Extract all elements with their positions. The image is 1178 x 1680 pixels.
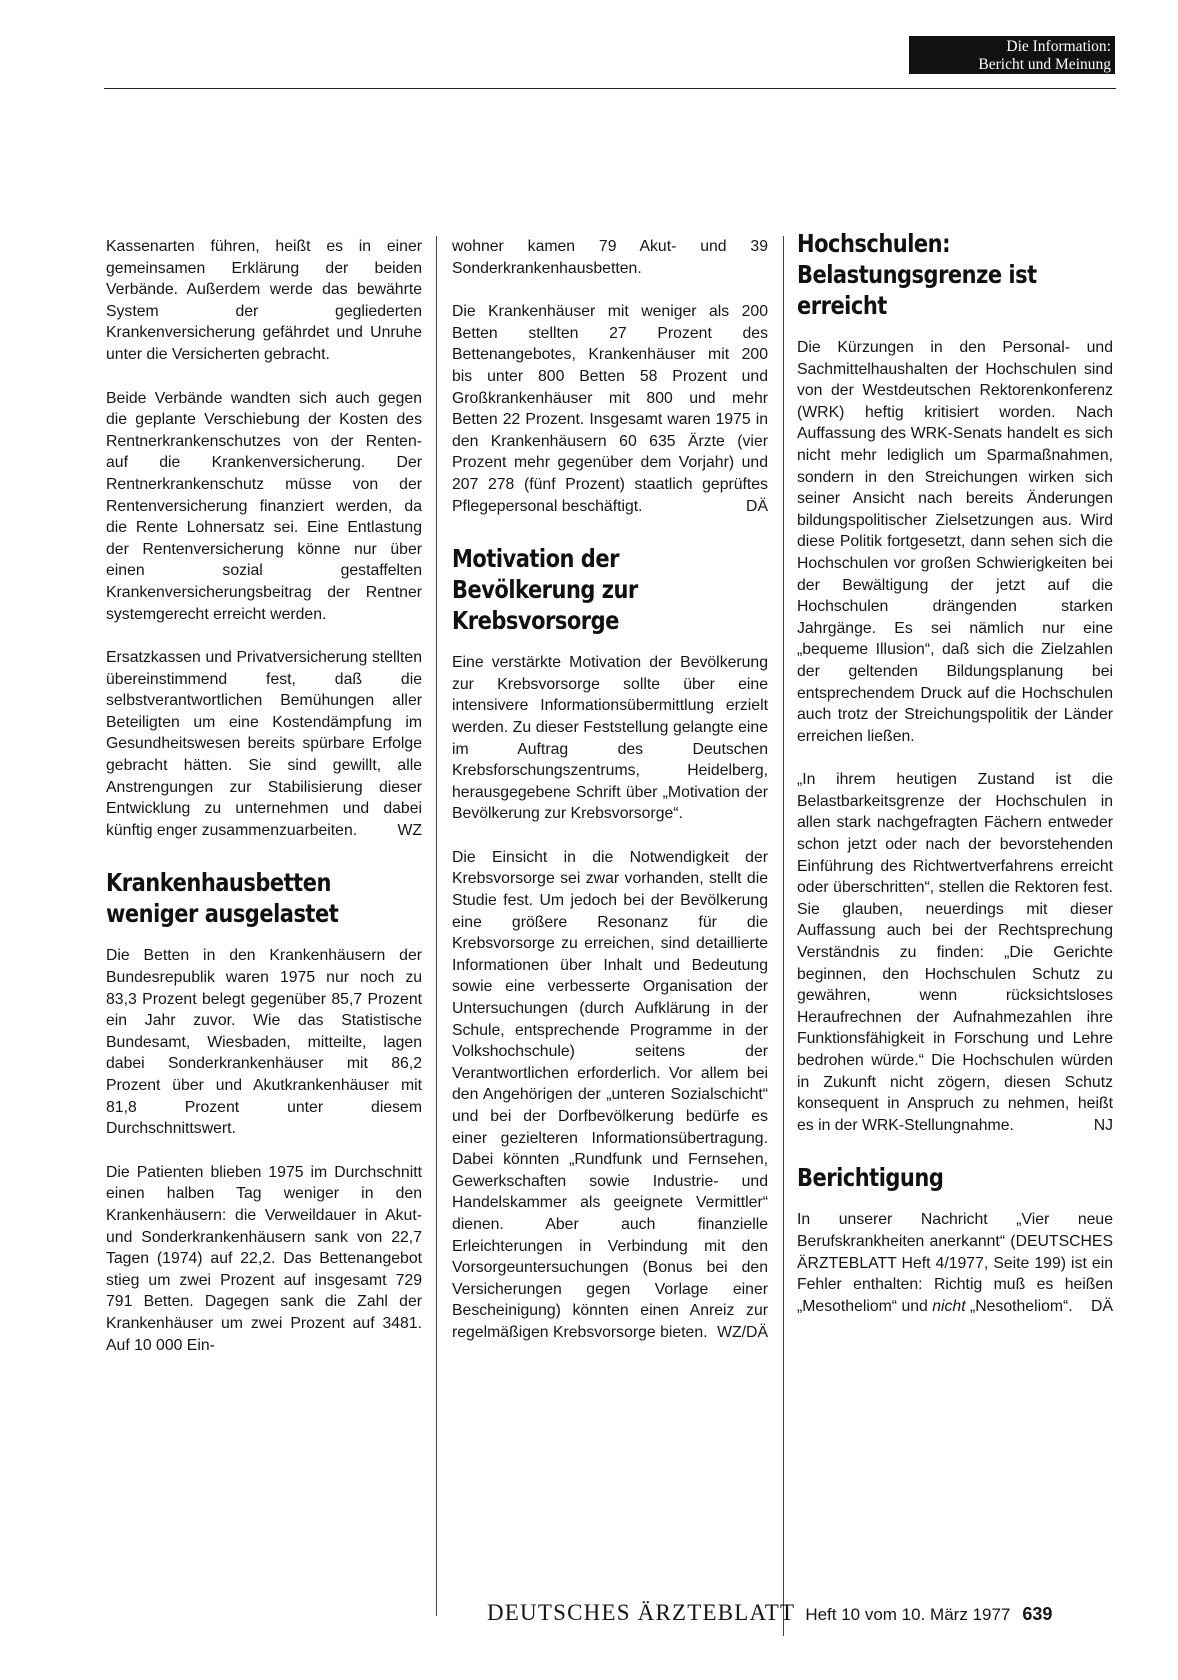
section-badge bbox=[909, 36, 1115, 74]
author-initials: DÄ bbox=[1091, 1297, 1113, 1315]
paragraph bbox=[452, 301, 768, 517]
column-3 bbox=[797, 229, 1113, 1339]
paragraph-text: In unserer Nachricht „Vier neue Berufskrankheiten anerkannt“ (DEUTSCHES ÄRZTEBLATT Heft 4/1977, Seite 199) ist ein Fehler enthalten: Richtig muß es heißen „Mesotheliom“ und bbox=[797, 1211, 1113, 1315]
paragraph: Die Betten in den Krankenhäusern der Bundesrepublik waren 1975 nur noch zu 83,3 Prozent belegt gegenüber 85,7 Prozent ein Jahr zuvor. Wie das Statistische Bundesamt, Wiesbaden, mitteilte, lagen dabei Sonderkrankenhäuser mit 86,2 Prozent über und Akutkrankenhäuser mit 81,8 Prozent unter diesem Durchschnittswert. bbox=[106, 947, 422, 1138]
column-1 bbox=[106, 236, 422, 1378]
author-initials: WZ bbox=[397, 821, 422, 839]
paragraph-text: Die Krankenhäuser mit weniger als 200 Betten stellten 27 Prozent des Bettenangebotes, Krankenhäuser mit 200 bis unter 800 Betten 58 Prozent und Großkrankenhäuser mit 800 und mehr Betten 22 Prozent. Insgesamt waren 1975 in den Krankenhäusern 60 635 Ärzte (vier Prozent mehr gegenüber dem Vorjahr) und 207 278 (fünf Prozent) staatlich geprüftes Pflegepersonal beschäftigt. bbox=[452, 303, 768, 515]
page-number: 639 bbox=[1022, 1604, 1053, 1624]
section-badge-line1: Die Information: bbox=[1006, 38, 1111, 55]
paragraph: Kassenarten führen, heißt es in einer gemeinsamen Erklärung der beiden Verbände. Außerdem werde das bewährte System der gegliederten Krankenversicherung gefährdet und Unruhe unter die Versicherten gebracht. bbox=[106, 238, 422, 363]
author-initials: NJ bbox=[1093, 1116, 1113, 1134]
column-divider-2 bbox=[783, 236, 784, 1636]
header-rule bbox=[104, 88, 1116, 89]
paragraph-text: „Nesotheliom“. bbox=[965, 1297, 1073, 1315]
paragraph-text: „In ihrem heutigen Zustand ist die Belastbarkeitsgrenze der Hochschulen in allen stark nachgefragten Fächern entweder schon jetzt oder nach der bevorstehenden Einführung des Richtwertverfahrens erreicht oder überschritten“, stellen die Rektoren fest. Sie glauben, neuerdings mit dieser Auffassung auch bei der Rechtsprechung Verständnis zu finden: „Die Gerichte beginnen, den Hochschulen Schutz zu gewähren, wenn rücksichtsloses Heraufrechnen der Aufnahmezahlen ihre Funktionsfähigkeit in Forschung und Lehre bedrohen würde.“ Die Hochschulen würden in Zukunft nicht zögern, diesen Schutz konsequent in Anspruch zu nehmen, heißt es in der WRK-Stellungnahme. bbox=[797, 771, 1113, 1134]
paragraph bbox=[797, 1209, 1113, 1317]
paragraph bbox=[452, 847, 768, 1344]
article-headline-motivation: Motivation der Bevölkerung zur Krebsvorsorge bbox=[452, 544, 638, 636]
article-headline-berichtigung: Berichtigung bbox=[797, 1163, 944, 1193]
paragraph: wohner kamen 79 Akut- und 39 Sonderkrankenhausbetten. bbox=[452, 238, 768, 277]
article-headline-krankenhausbetten: Krankenhausbetten weniger ausgelastet bbox=[106, 868, 339, 929]
author-initials: DÄ bbox=[746, 497, 768, 515]
column-divider-1 bbox=[436, 236, 437, 1616]
paragraph bbox=[797, 769, 1113, 1136]
paragraph: Die Kürzungen in den Personal- und Sachmittelhaushalten der Hochschulen sind von der Westdeutschen Rektorenkonferenz (WRK) heftig kritisiert worden. Nach Auffassung des WRK-Senats handelt es sich nicht mehr lediglich um Sparmaßnahmen, sondern in den Streichungen wirken sich seiner Ansicht nach bereits Änderungen bildungspolitischer Zielsetzungen aus. Wird diese Politik fortgesetzt, dann sehen sich die Hochschulen vor großen Schwierigkeiten bei der Bewältigung der jetzt auf die Hochschulen drängenden starken Jahrgänge. Es sei nämlich nur eine „bequeme Illusion“, daß sich die Zielzahlen der geltenden Bildungsplanung bei entsprechendem Druck auf die Hochschulen auch trotz der Streichungspolitik der Länder erreichen ließen. bbox=[797, 339, 1113, 745]
section-badge-line2: Bericht und Meinung bbox=[978, 56, 1111, 73]
author-initials: WZ/DÄ bbox=[717, 1323, 768, 1341]
paragraph: Die Patienten blieben 1975 im Durchschnitt einen halben Tag weniger in den Krankenhäusern: die Verweildauer in Akut- und Sonderkrankenhäusern sank von 22,7 Tagen (1974) auf 22,2. Das Bettenangebot stieg um zwei Prozent auf insgesamt 729 791 Betten. Dagegen sank die Zahl der Krankenhäuser um zwei Prozent auf 3481. Auf 10 000 Ein- bbox=[106, 1163, 422, 1354]
page-footer bbox=[487, 1600, 1052, 1626]
paragraph: Beide Verbände wandten sich auch gegen die geplante Verschiebung der Kosten des Rentnerkrankenschutzes von der Renten- auf die Krankenversicherung. Der Rentnerkrankenschutz müsse von der Rentenversicherung finanziert werden, da die Rente Lohnersatz sei. Eine Entlastung der Rentenversicherung könne nur über einen sozial gestaffelten Krankenversicherungsbeitrag der Rentner systemgerecht erreicht werden. bbox=[106, 389, 422, 623]
article-headline-hochschulen: Hochschulen: Belastungsgrenze ist erreicht bbox=[797, 229, 1037, 320]
paragraph bbox=[106, 647, 422, 841]
paragraph-text: Die Einsicht in die Notwendigkeit der Krebsvorsorge sei zwar vorhanden, stellt die Studie fest. Um jedoch bei der Bevölkerung eine größere Resonanz für die Krebsvorsorge zu erreichen, sind detaillierte Informationen über Inhalt und Bedeutung sowie eine verbesserte Organisation der Untersuchungen (durch Aufklärung in der Schule, entsprechende Programme in der Volkshochschule) seitens der Verantwortlichen erforderlich. Vor allem bei den Angehörigen der „unteren Sozialschicht“ und bei der Dorfbevölkerung bedürfe es einer gezielteren Informationsübertragung. Dabei könnten „Rundfunk und Fernsehen, Gewerkschaften sowie Industrie- und Handelskammer als geeignete Vermittler“ dienen. Aber auch finanzielle Erleichterungen in Verbindung mit den Vorsorgeuntersuchungen (Bonus bei den Versicherungen gegen Vorlage einer Bescheinigung) könnten einen Anreiz zur regelmäßigen Krebsvorsorge bieten. bbox=[452, 848, 768, 1341]
journal-title: DEUTSCHES ÄRZTEBLATT bbox=[487, 1600, 796, 1625]
paragraph: Eine verstärkte Motivation der Bevölkerung zur Krebsvorsorge sollte über eine intensivere Informationsübermittlung erzielt werden. Zu dieser Feststellung gelangte eine im Auftrag des Deutschen Krebsforschungszentrums, Heidelberg, herausgegebene Schrift über „Motivation der Bevölkerung zur Krebsvorsorge“. bbox=[452, 654, 768, 823]
emphasis-text: nicht bbox=[932, 1297, 966, 1315]
column-2 bbox=[452, 236, 768, 1366]
issue-info: Heft 10 vom 10. März 1977 bbox=[805, 1605, 1011, 1624]
paragraph-text: Ersatzkassen und Privatversicherung stellten übereinstimmend fest, daß die selbstverantwortlichen Bemühungen aller Beteiligten um eine Kostendämpfung im Gesundheitswesen bereits spürbare Erfolge gebracht hätten. Sie sind gewillt, alle Anstrengungen zur Stabilisierung dieser Entwicklung zu unternehmen und dabei künftig enger zusammenzuarbeiten. bbox=[106, 649, 422, 839]
